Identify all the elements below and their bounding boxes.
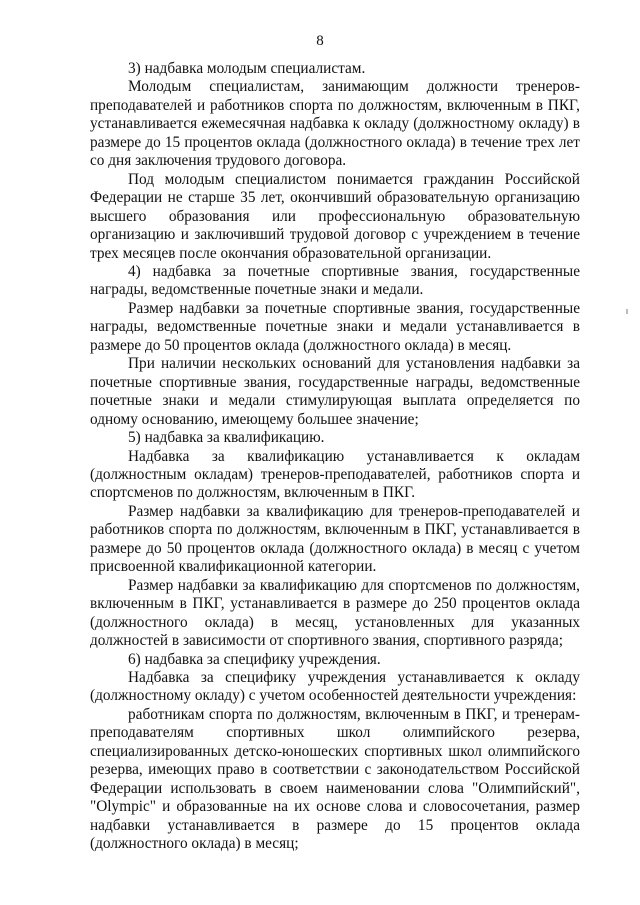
paragraph: Надбавка за специфику учреждения устанавливается к окладу (должностному окладу) с учетом особенностей деятельности учреждения: <box>90 668 580 705</box>
paragraph-4-heading: 4) надбавка за почетные спортивные звания, государственные награды, ведомственные почетные знаки и медали. <box>90 262 580 299</box>
paragraph: работникам спорта по должностям, включенным в ПКГ, и тренерам-преподавателям спортивных школ олимпийского резерва, специализированных детско-юношеских спортивных школ олимпийского резерва, имеющих право в соответствии с законодательством Российской Федерации использовать в своем наименовании слова "Олимпийский", "Olympic" и образованные на их основе слова и словосочетания, размер надбавки устанавливается в размере до 15 процентов оклада (должностного оклада) в месяц; <box>90 705 580 853</box>
page-number: 8 <box>316 33 324 49</box>
paragraph: Размер надбавки за квалификацию для спортсменов по должностям, включенным в ПКГ, устанавливается в размере до 250 процентов оклада (должностного оклада) в месяц, установленных для указанных должностей в зависимости от спортивного звания, спортивного разряда; <box>90 576 580 650</box>
paragraph: Под молодым специалистом понимается гражданин Российской Федерации не старше 35 лет, окончивший образовательную организацию высшего образования или профессиональную образовательную организацию и заключивший трудовой договор с учреждением в течение трех месяцев после окончания образовательной организации. <box>90 170 580 262</box>
paragraph: При наличии нескольких оснований для установления надбавки за почетные спортивные звания, государственные награды, ведомственные почетные знаки и медали стимулирующая выплата определяется по одному основанию, имеющему большее значение; <box>90 355 580 428</box>
paragraph-3-heading: 3) надбавка молодым специалистам. <box>128 60 366 77</box>
paragraph-6-heading: 6) надбавка за специфику учреждения. <box>128 650 381 668</box>
paragraph: Размер надбавки за почетные спортивные звания, государственные награды, ведомственные почетные знаки и медали устанавливается в размере до 50 процентов оклада (должностного оклада) в месяц. <box>90 299 580 354</box>
paragraph-5-heading: 5) надбавка за квалификацию. <box>128 429 325 447</box>
paragraph: Надбавка за квалификацию устанавливается к окладам (должностным окладам) тренеров-преподавателей, работников спорта и спортсменов по должностям, включенным в ПКГ. <box>90 447 580 502</box>
scan-edge-mark <box>626 309 628 314</box>
document-body <box>90 60 580 853</box>
paragraph: Размер надбавки за квалификацию для тренеров-преподавателей и работников спорта по должностям, включенным в ПКГ, устанавливается в размере до 50 процентов оклада (должностного оклада) в месяц с учетом присвоенной квалификационной категории. <box>90 502 580 576</box>
paragraph: Молодым специалистам, занимающим должности тренеров-преподавателей и работников спорта по должностям, включенным в ПКГ, устанавливается ежемесячная надбавка к окладу (должностному окладу) в размере до 15 процентов оклада (должностного оклада) в течение трех лет со дня заключения трудового договора. <box>90 78 580 170</box>
